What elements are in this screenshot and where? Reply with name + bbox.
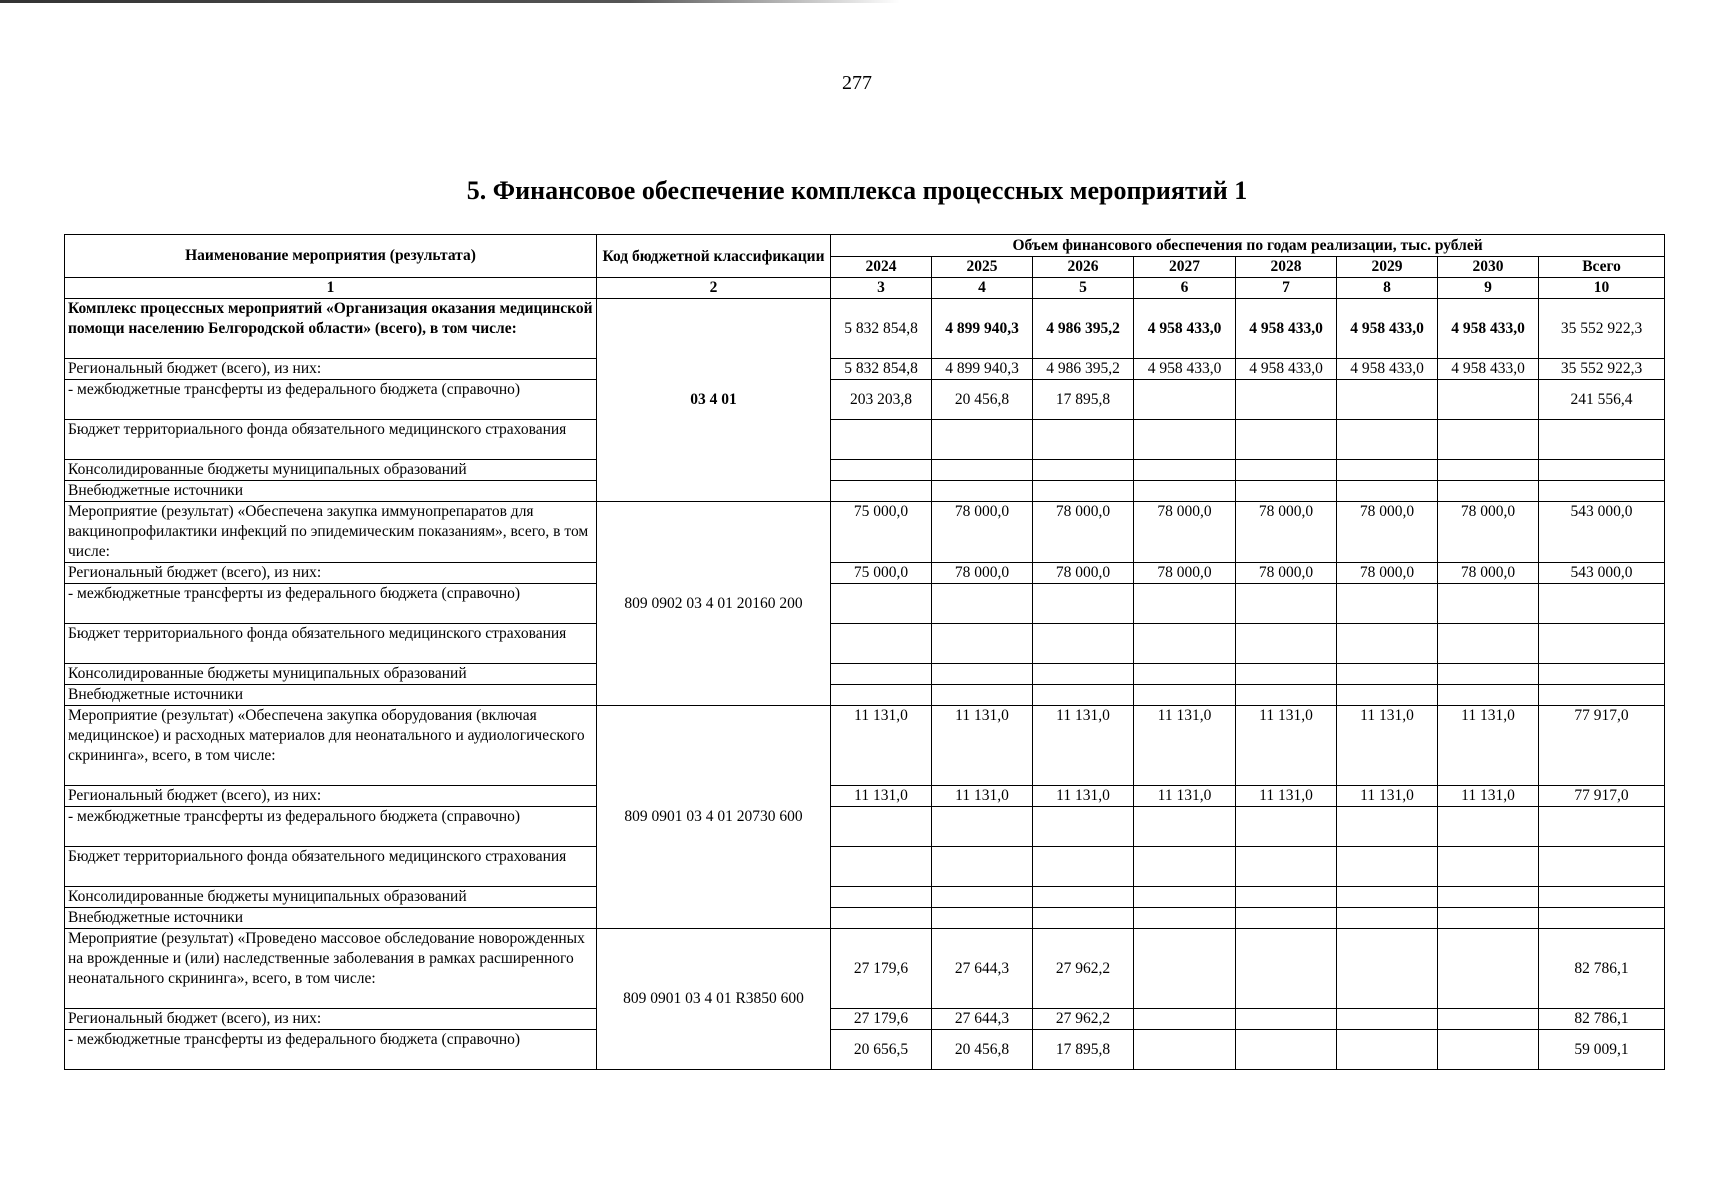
value-cell-2029 [1337, 380, 1438, 420]
value-cell-2027: 11 131,0 [1134, 786, 1236, 807]
value-cell-2029 [1337, 685, 1438, 706]
value-cell-2027 [1134, 584, 1236, 624]
value-cell-2027 [1134, 807, 1236, 847]
column-number: 7 [1236, 278, 1337, 299]
value-cell-2026 [1033, 847, 1134, 887]
value-cell-2025: 4 899 940,3 [932, 359, 1033, 380]
value-cell-2028 [1236, 624, 1337, 664]
value-cell-2030 [1438, 685, 1539, 706]
value-cell-2024 [831, 460, 932, 481]
value-cell-2029: 4 958 433,0 [1337, 299, 1438, 359]
value-cell-2024: 27 179,6 [831, 1009, 932, 1030]
header-year-2026: 2026 [1033, 257, 1134, 278]
value-cell-total: 82 786,1 [1539, 1009, 1665, 1030]
column-number: 5 [1033, 278, 1134, 299]
row-label: - межбюджетные трансферты из федерального бюджета (справочно) [65, 584, 597, 624]
value-cell-2029 [1337, 847, 1438, 887]
value-cell-2028: 11 131,0 [1236, 706, 1337, 786]
value-cell-total: 82 786,1 [1539, 929, 1665, 1009]
value-cell-2030 [1438, 481, 1539, 502]
value-cell-2025: 4 899 940,3 [932, 299, 1033, 359]
value-cell-2027 [1134, 908, 1236, 929]
value-cell-2024: 5 832 854,8 [831, 359, 932, 380]
value-cell-2028 [1236, 460, 1337, 481]
value-cell-2024: 20 656,5 [831, 1030, 932, 1070]
value-cell-2024 [831, 664, 932, 685]
value-cell-total: 77 917,0 [1539, 786, 1665, 807]
value-cell-2024 [831, 584, 932, 624]
row-label: Региональный бюджет (всего), из них: [65, 563, 597, 584]
value-cell-2028: 78 000,0 [1236, 563, 1337, 584]
value-cell-2024 [831, 807, 932, 847]
value-cell-total [1539, 908, 1665, 929]
table-row [65, 685, 1665, 706]
value-cell-2026: 78 000,0 [1033, 563, 1134, 584]
budget-classification-code: 809 0901 03 4 01 20730 600 [597, 706, 831, 929]
value-cell-2029: 78 000,0 [1337, 563, 1438, 584]
value-cell-2030 [1438, 887, 1539, 908]
value-cell-2030 [1438, 929, 1539, 1009]
row-label: Внебюджетные источники [65, 481, 597, 502]
value-cell-total: 241 556,4 [1539, 380, 1665, 420]
value-cell-2030: 4 958 433,0 [1438, 359, 1539, 380]
value-cell-2029: 11 131,0 [1337, 706, 1438, 786]
value-cell-2028: 11 131,0 [1236, 786, 1337, 807]
header-year-2030: 2030 [1438, 257, 1539, 278]
header-year-2025: 2025 [932, 257, 1033, 278]
value-cell-2024 [831, 847, 932, 887]
table-row [65, 706, 1665, 786]
value-cell-total [1539, 685, 1665, 706]
value-cell-2029 [1337, 1009, 1438, 1030]
value-cell-2029 [1337, 664, 1438, 685]
value-cell-2026: 4 986 395,2 [1033, 299, 1134, 359]
scan-edge-line [0, 0, 900, 3]
value-cell-total [1539, 847, 1665, 887]
table-row [65, 481, 1665, 502]
column-number: 9 [1438, 278, 1539, 299]
value-cell-2024: 11 131,0 [831, 786, 932, 807]
value-cell-2027 [1134, 380, 1236, 420]
value-cell-2026: 11 131,0 [1033, 706, 1134, 786]
value-cell-2029: 4 958 433,0 [1337, 359, 1438, 380]
table-row [65, 1009, 1665, 1030]
value-cell-2025 [932, 847, 1033, 887]
value-cell-2024: 27 179,6 [831, 929, 932, 1009]
header-year-2024: 2024 [831, 257, 932, 278]
value-cell-total: 59 009,1 [1539, 1030, 1665, 1070]
value-cell-2029 [1337, 908, 1438, 929]
value-cell-total [1539, 624, 1665, 664]
value-cell-2024: 75 000,0 [831, 563, 932, 584]
value-cell-2029 [1337, 929, 1438, 1009]
value-cell-2025: 78 000,0 [932, 502, 1033, 563]
value-cell-2025: 11 131,0 [932, 786, 1033, 807]
value-cell-2025 [932, 420, 1033, 460]
table-row [65, 420, 1665, 460]
value-cell-2024: 203 203,8 [831, 380, 932, 420]
value-cell-total [1539, 584, 1665, 624]
value-cell-total: 543 000,0 [1539, 563, 1665, 584]
value-cell-2029 [1337, 624, 1438, 664]
value-cell-2028: 4 958 433,0 [1236, 299, 1337, 359]
header-year-total: Всего [1539, 257, 1665, 278]
value-cell-2024 [831, 887, 932, 908]
value-cell-2026 [1033, 685, 1134, 706]
row-label: Региональный бюджет (всего), из них: [65, 786, 597, 807]
header-volume: Объем финансового обеспечения по годам реализации, тыс. рублей [831, 235, 1665, 257]
value-cell-2030 [1438, 1009, 1539, 1030]
value-cell-total: 543 000,0 [1539, 502, 1665, 563]
value-cell-2028 [1236, 908, 1337, 929]
value-cell-2029 [1337, 481, 1438, 502]
row-label: Консолидированные бюджеты муниципальных образований [65, 887, 597, 908]
value-cell-2025: 11 131,0 [932, 706, 1033, 786]
value-cell-2024 [831, 624, 932, 664]
value-cell-2024: 5 832 854,8 [831, 299, 932, 359]
value-cell-total [1539, 420, 1665, 460]
value-cell-2027 [1134, 1009, 1236, 1030]
row-label: - межбюджетные трансферты из федерального бюджета (справочно) [65, 807, 597, 847]
budget-classification-code: 809 0901 03 4 01 R3850 600 [597, 929, 831, 1070]
value-cell-total: 77 917,0 [1539, 706, 1665, 786]
row-label: Внебюджетные источники [65, 685, 597, 706]
value-cell-2027 [1134, 929, 1236, 1009]
value-cell-2025 [932, 664, 1033, 685]
value-cell-2030 [1438, 807, 1539, 847]
budget-classification-code: 03 4 01 [597, 299, 831, 502]
column-number: 1 [65, 278, 597, 299]
value-cell-total [1539, 460, 1665, 481]
header-year-2027: 2027 [1134, 257, 1236, 278]
financing-table [64, 234, 1665, 1070]
column-number: 10 [1539, 278, 1665, 299]
value-cell-2028 [1236, 887, 1337, 908]
value-cell-2030 [1438, 1030, 1539, 1070]
value-cell-2027: 4 958 433,0 [1134, 299, 1236, 359]
value-cell-2024 [831, 481, 932, 502]
column-number: 4 [932, 278, 1033, 299]
value-cell-2026: 27 962,2 [1033, 929, 1134, 1009]
row-label: Мероприятие (результат) «Обеспечена закупка иммунопрепаратов для вакцинопрофилактики инфекций по эпидемическим показаниям», всего, в том числе: [65, 502, 597, 563]
value-cell-total: 35 552 922,3 [1539, 299, 1665, 359]
value-cell-2028 [1236, 807, 1337, 847]
value-cell-2024: 11 131,0 [831, 706, 932, 786]
value-cell-2026: 11 131,0 [1033, 786, 1134, 807]
row-label: Региональный бюджет (всего), из них: [65, 359, 597, 380]
value-cell-2027: 11 131,0 [1134, 706, 1236, 786]
value-cell-2028 [1236, 664, 1337, 685]
row-label: Мероприятие (результат) «Проведено массовое обследование новорожденных на врожденные и (или) наследственные заболевания в рамках расширенного неонатального скрининга», всего, в том числе: [65, 929, 597, 1009]
value-cell-2024: 75 000,0 [831, 502, 932, 563]
column-number: 6 [1134, 278, 1236, 299]
value-cell-2027: 78 000,0 [1134, 502, 1236, 563]
value-cell-2025: 20 456,8 [932, 1030, 1033, 1070]
value-cell-2028 [1236, 685, 1337, 706]
row-label: - межбюджетные трансферты из федерального бюджета (справочно) [65, 380, 597, 420]
section-title: 5. Финансовое обеспечение комплекса процессных мероприятий 1 [466, 176, 1248, 205]
value-cell-2026 [1033, 887, 1134, 908]
value-cell-2025: 27 644,3 [932, 1009, 1033, 1030]
value-cell-2030: 11 131,0 [1438, 706, 1539, 786]
value-cell-2024 [831, 908, 932, 929]
table-row [65, 563, 1665, 584]
value-cell-2028 [1236, 847, 1337, 887]
value-cell-2028 [1236, 1009, 1337, 1030]
value-cell-2026: 17 895,8 [1033, 1030, 1134, 1070]
value-cell-2026: 78 000,0 [1033, 502, 1134, 563]
value-cell-2030: 78 000,0 [1438, 563, 1539, 584]
table-row [65, 807, 1665, 847]
value-cell-2026: 4 986 395,2 [1033, 359, 1134, 380]
column-number: 8 [1337, 278, 1438, 299]
value-cell-2026 [1033, 908, 1134, 929]
header-code: Код бюджетной классификации [597, 235, 831, 278]
table-row [65, 1030, 1665, 1070]
value-cell-2026 [1033, 664, 1134, 685]
row-label: Бюджет территориального фонда обязательного медицинского страхования [65, 624, 597, 664]
value-cell-2026: 27 962,2 [1033, 1009, 1134, 1030]
value-cell-2027 [1134, 664, 1236, 685]
header-name: Наименование мероприятия (результата) [65, 235, 597, 278]
value-cell-2030 [1438, 584, 1539, 624]
value-cell-2025 [932, 624, 1033, 664]
row-label: Мероприятие (результат) «Обеспечена закупка оборудования (включая медицинское) и расходных материалов для неонатального и аудиологического скрининга», всего, в том числе: [65, 706, 597, 786]
table-row [65, 584, 1665, 624]
value-cell-2025 [932, 584, 1033, 624]
value-cell-2025 [932, 887, 1033, 908]
header-year-2028: 2028 [1236, 257, 1337, 278]
table-row [65, 502, 1665, 563]
value-cell-2028: 4 958 433,0 [1236, 359, 1337, 380]
row-label: - межбюджетные трансферты из федерального бюджета (справочно) [65, 1030, 597, 1070]
value-cell-2029 [1337, 807, 1438, 847]
value-cell-2030 [1438, 908, 1539, 929]
header-year-2029: 2029 [1337, 257, 1438, 278]
value-cell-2030 [1438, 847, 1539, 887]
value-cell-2027 [1134, 460, 1236, 481]
table-row [65, 847, 1665, 887]
value-cell-total [1539, 481, 1665, 502]
value-cell-2029 [1337, 887, 1438, 908]
value-cell-2029 [1337, 584, 1438, 624]
table-row [65, 887, 1665, 908]
value-cell-2025 [932, 807, 1033, 847]
value-cell-2026 [1033, 460, 1134, 481]
value-cell-total [1539, 664, 1665, 685]
value-cell-2028 [1236, 929, 1337, 1009]
value-cell-2030 [1438, 624, 1539, 664]
value-cell-2026 [1033, 420, 1134, 460]
value-cell-2028 [1236, 1030, 1337, 1070]
value-cell-2025: 27 644,3 [932, 929, 1033, 1009]
value-cell-2029: 78 000,0 [1337, 502, 1438, 563]
value-cell-2024 [831, 685, 932, 706]
row-label: Комплекс процессных мероприятий «Организация оказания медицинской помощи населению Белгородской области» (всего), в том числе: [65, 299, 597, 359]
row-label: Консолидированные бюджеты муниципальных образований [65, 460, 597, 481]
value-cell-2029 [1337, 420, 1438, 460]
table-row [65, 299, 1665, 359]
value-cell-2029 [1337, 1030, 1438, 1070]
value-cell-2026 [1033, 481, 1134, 502]
value-cell-2030 [1438, 380, 1539, 420]
row-label: Внебюджетные источники [65, 908, 597, 929]
value-cell-2028 [1236, 481, 1337, 502]
value-cell-2027: 4 958 433,0 [1134, 359, 1236, 380]
value-cell-2027 [1134, 624, 1236, 664]
value-cell-2027 [1134, 887, 1236, 908]
value-cell-2026 [1033, 807, 1134, 847]
value-cell-2028: 78 000,0 [1236, 502, 1337, 563]
table-row [65, 786, 1665, 807]
value-cell-2028 [1236, 584, 1337, 624]
row-label: Бюджет территориального фонда обязательного медицинского страхования [65, 847, 597, 887]
table-row [65, 460, 1665, 481]
value-cell-total [1539, 807, 1665, 847]
value-cell-2024 [831, 420, 932, 460]
value-cell-2030 [1438, 664, 1539, 685]
value-cell-2025 [932, 481, 1033, 502]
value-cell-2025 [932, 908, 1033, 929]
value-cell-2030: 78 000,0 [1438, 502, 1539, 563]
value-cell-2030: 11 131,0 [1438, 786, 1539, 807]
value-cell-total [1539, 887, 1665, 908]
value-cell-2027 [1134, 847, 1236, 887]
table-row [65, 664, 1665, 685]
value-cell-2028 [1236, 420, 1337, 460]
value-cell-2027: 78 000,0 [1134, 563, 1236, 584]
value-cell-2026 [1033, 584, 1134, 624]
value-cell-2027 [1134, 685, 1236, 706]
table-row [65, 624, 1665, 664]
value-cell-2028 [1236, 380, 1337, 420]
value-cell-2030 [1438, 460, 1539, 481]
table-row [65, 359, 1665, 380]
column-number: 2 [597, 278, 831, 299]
table-row [65, 380, 1665, 420]
row-label: Бюджет территориального фонда обязательного медицинского страхования [65, 420, 597, 460]
value-cell-2027 [1134, 420, 1236, 460]
value-cell-2025: 20 456,8 [932, 380, 1033, 420]
value-cell-2030 [1438, 420, 1539, 460]
page-number: 277 [842, 72, 872, 94]
column-number: 3 [831, 278, 932, 299]
value-cell-2027 [1134, 1030, 1236, 1070]
value-cell-2029: 11 131,0 [1337, 786, 1438, 807]
value-cell-2025 [932, 685, 1033, 706]
value-cell-2025 [932, 460, 1033, 481]
value-cell-2026 [1033, 624, 1134, 664]
table-row [65, 929, 1665, 1009]
table-row [65, 908, 1665, 929]
value-cell-total: 35 552 922,3 [1539, 359, 1665, 380]
value-cell-2026: 17 895,8 [1033, 380, 1134, 420]
value-cell-2025: 78 000,0 [932, 563, 1033, 584]
budget-classification-code: 809 0902 03 4 01 20160 200 [597, 502, 831, 706]
value-cell-2027 [1134, 481, 1236, 502]
value-cell-2029 [1337, 460, 1438, 481]
row-label: Консолидированные бюджеты муниципальных образований [65, 664, 597, 685]
value-cell-2030: 4 958 433,0 [1438, 299, 1539, 359]
row-label: Региональный бюджет (всего), из них: [65, 1009, 597, 1030]
